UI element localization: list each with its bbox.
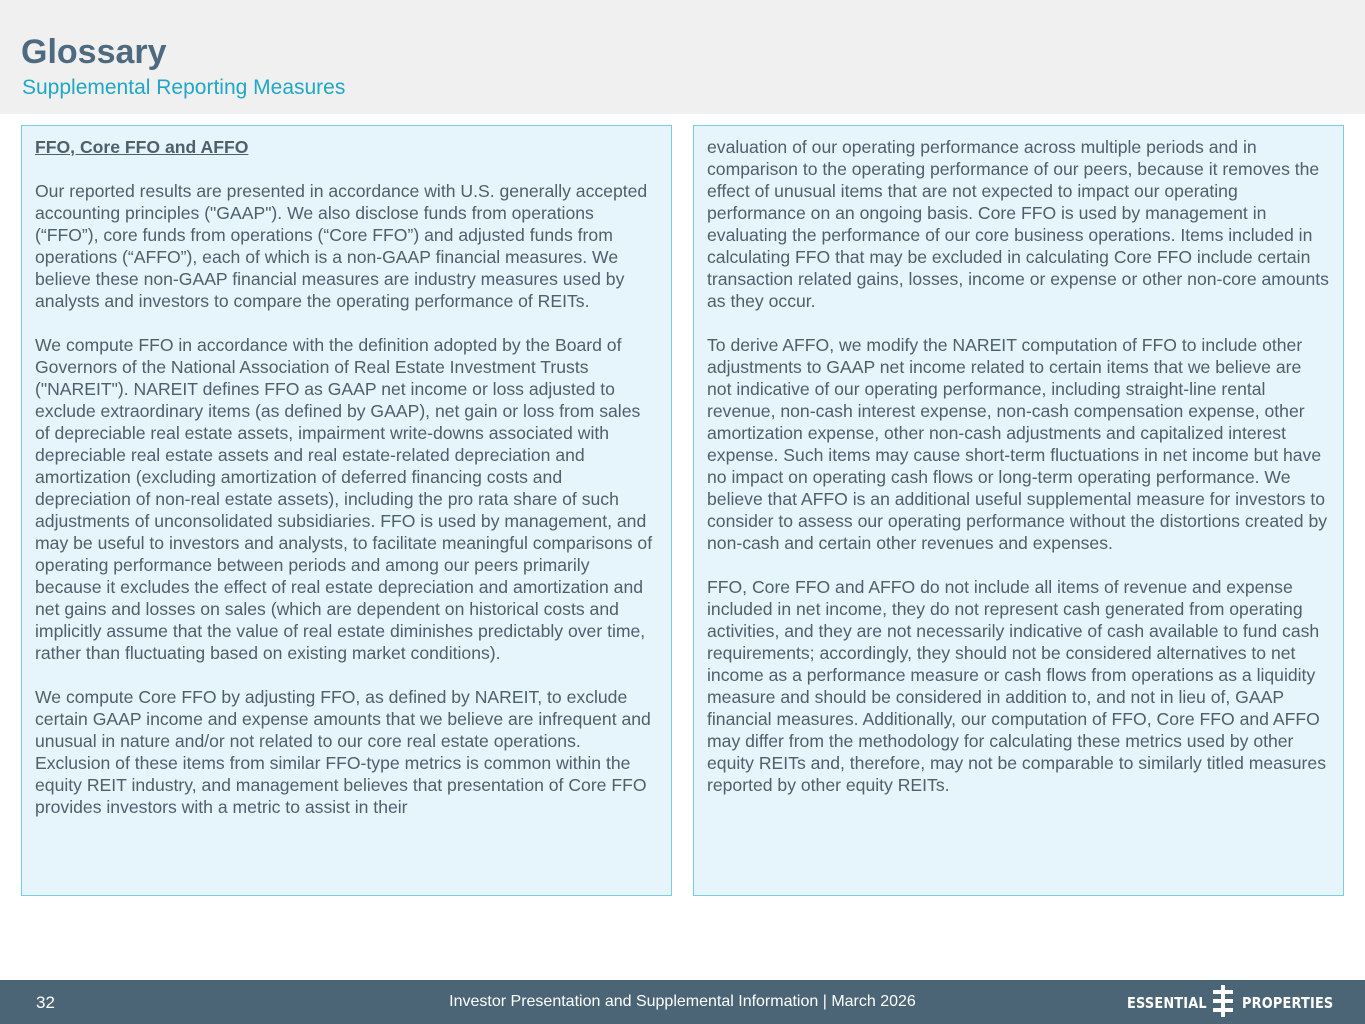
header-bar (0, 0, 1365, 114)
section-heading: FFO, Core FFO and AFFO (35, 137, 249, 157)
company-logo (1127, 987, 1348, 1019)
right-text-panel (693, 125, 1344, 896)
footer-bar (0, 980, 1365, 1024)
footer-caption: Investor Presentation and Supplemental Information | March 2026 (449, 993, 916, 1010)
page-subtitle: Supplemental Reporting Measures (22, 76, 346, 99)
logo-text-left: ESSENTIAL (1127, 994, 1207, 1012)
paragraph: To derive AFFO, we modify the NAREIT computation of FFO to include other adjustments to GAAP net income related to certain items that we believe are not indicative of our operating performance, including straight-line rental revenue, non-cash interest expense, non-cash compensation expense, other amortization expense, other non-cash adjustments and capitalized interest expense. Such items may cause short-term fluctuations in net income but have no impact on operating cash flows or long-term operating performance. We believe that AFFO is an additional useful supplemental measure for investors to consider to assess our operating performance without the distortions created by non-cash and certain other revenues and expenses. (707, 335, 1328, 553)
essential-properties-mark-icon (1210, 985, 1236, 1022)
page-number: 32 (36, 993, 55, 1012)
paragraph: Our reported results are presented in accordance with U.S. generally accepted accounting principles ("GAAP"). We also disclose funds from operations (“FFO”), core funds from operations (“Core FFO”) and adjusted funds from operations (“AFFO”), each of which is a non-GAAP financial measures. We believe these non-GAAP financial measures are industry measures used by analysts and investors to compare the operating performance of REITs. (35, 181, 648, 311)
left-text-panel (21, 125, 672, 896)
paragraph: We compute Core FFO by adjusting FFO, as defined by NAREIT, to exclude certain GAAP income and expense amounts that we believe are infrequent and unusual in nature and/or not related to our core real estate operations. Exclusion of these items from similar FFO-type metrics is common within the equity REIT industry, and management believes that presentation of Core FFO provides investors with a metric to assist in their (35, 687, 651, 817)
page-title: Glossary (21, 33, 167, 71)
paragraph: FFO, Core FFO and AFFO do not include all items of revenue and expense included in net income, they do not represent cash generated from operating activities, and they are not necessarily indicative of cash available to fund cash requirements; accordingly, they should not be considered alternatives to net income as a performance measure or cash flows from operations as a liquidity measure and should be considered in addition to, and not in lieu of, GAAP financial measures. Additionally, our computation of FFO, Core FFO and AFFO may differ from the methodology for calculating these metrics used by other equity REITs and, therefore, may not be comparable to similarly titled measures reported by other equity REITs. (707, 577, 1326, 795)
paragraph: evaluation of our operating performance across multiple periods and in comparison to the operating performance of our peers, because it removes the effect of unusual items that are not expected to impact our operating performance on an ongoing basis. Core FFO is used by management in evaluating the performance of our core business operations. Items included in calculating FFO that may be excluded in calculating Core FFO include certain transaction related gains, losses, income or expense or other non-core amounts as they occur. (707, 137, 1329, 311)
logo-text-right: PROPERTIES (1241, 994, 1334, 1012)
paragraph: We compute FFO in accordance with the definition adopted by the Board of Governors of the National Association of Real Estate Investment Trusts ("NAREIT"). NAREIT defines FFO as GAAP net income or loss adjusted to exclude extraordinary items (as defined by GAAP), net gain or loss from sales of depreciable real estate assets, impairment write-downs associated with depreciable real estate assets and real estate-related depreciation and amortization (excluding amortization of deferred financing costs and depreciation of non-real estate assets), including the pro rata share of such adjustments of unconsolidated subsidiaries. FFO is used by management, and may be useful to investors and analysts, to facilitate meaningful comparisons of operating performance between periods and among our peers primarily because it excludes the effect of real estate depreciation and amortization and net gains and losses on sales (which are dependent on historical costs and implicitly assume that the value of real estate diminishes predictably over time, rather than fluctuating based on existing market conditions). (35, 335, 653, 663)
